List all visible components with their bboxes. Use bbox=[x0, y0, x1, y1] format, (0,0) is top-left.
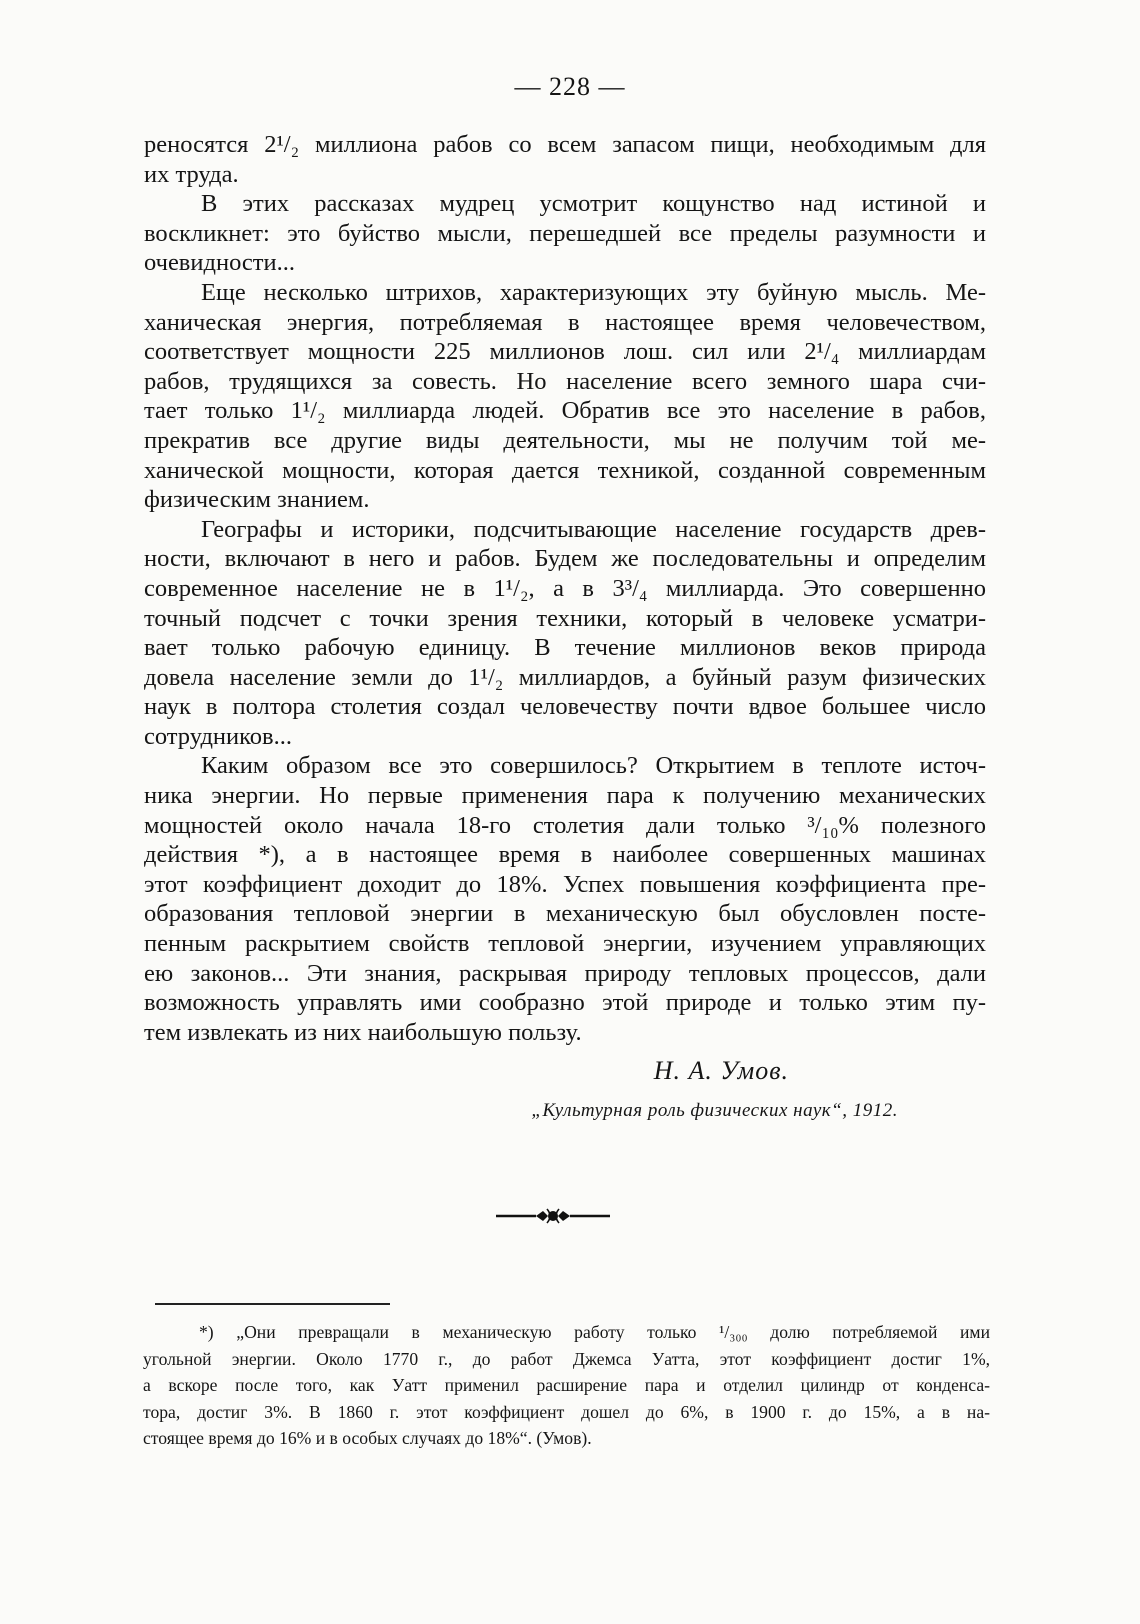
text-line: рабов, трудящихся за совесть. Но население всего земного шара счи- bbox=[144, 367, 986, 395]
text-line: воскликнет: это буйство мысли, перешедшей все пределы разумности и bbox=[144, 219, 986, 247]
text-line: реносятся 2¹/₂ миллиона рабов со всем запасом пищи, необходимым для bbox=[144, 131, 986, 158]
text-line: наук в полтора столетия создал человечеству почти вдвое большее число bbox=[144, 693, 986, 721]
text-line: тает только 1¹/₂ миллиарда людей. Обратив все это население в рабов, bbox=[144, 397, 986, 425]
text-line: тем извлекать из них наибольшую пользу. bbox=[144, 1018, 582, 1046]
text-line: действия *), а в настоящее время в наиболее совершенных машинах bbox=[144, 841, 986, 869]
text-line: пенным раскрытием свойств тепловой энергии, изучением управляющих bbox=[144, 930, 986, 958]
text-line: очевидности... bbox=[144, 249, 295, 277]
footnote-line: а вскоре после того, как Уатт применил расширение пара и отделил цилиндр от конденса- bbox=[143, 1375, 990, 1395]
text-line: современное население не в 1¹/₂, а в 3³/₄ миллиарда. Это совершенно bbox=[144, 574, 986, 602]
paragraph-3 bbox=[144, 278, 986, 515]
paragraph-4 bbox=[144, 515, 986, 752]
text-line: мощностей около начала 18-го столетия дали только ³/₁₀% полезного bbox=[144, 811, 986, 839]
paragraph-2 bbox=[144, 189, 986, 278]
text-line: Каким образом все это совершилось? Открытием в теплоте источ- bbox=[201, 752, 986, 780]
footnote-line: тора, достиг 3%. В 1860 г. этот коэффициент дошел до 6%, в 1900 г. до 15%, а в на- bbox=[143, 1401, 990, 1422]
text-line: довела население земли до 1¹/₂ миллиардов, а буйный разум физических bbox=[144, 663, 986, 691]
text-line: физическим знанием. bbox=[144, 486, 370, 514]
page-number: — 228 — bbox=[514, 72, 626, 101]
section-ornament-icon bbox=[496, 1204, 610, 1228]
text-line: ею законов... Эти знания, раскрывая природу тепловых процессов, дали bbox=[144, 959, 986, 987]
text-line: Еще несколько штрихов, характеризующих эту буйную мысль. Ме- bbox=[201, 278, 986, 306]
text-line: соответствует мощности 225 миллионов лош. сил или 2¹/₄ миллиардам bbox=[144, 338, 986, 366]
text-line: точный подсчет с точки зрения техники, который в человеке усматри- bbox=[144, 604, 986, 632]
footnote-line: угольной энергии. Около 1770 г., до работ Джемса Уатта, этот коэффициент достиг 1%, bbox=[143, 1348, 990, 1369]
footnote bbox=[143, 1319, 990, 1452]
source-citation: „Культурная роль физических наук“, 1912. bbox=[531, 1100, 898, 1121]
text-line: возможность управлять ими сообразно этой природе и только этим пу- bbox=[144, 989, 986, 1017]
text-line: их труда. bbox=[144, 160, 239, 188]
text-line: ханической мощности, которая дается техникой, созданной современным bbox=[144, 456, 986, 484]
footnote-line: стоящее время до 16% и в особых случаях до 18%“. (Умов). bbox=[143, 1428, 592, 1448]
text-line: вает только рабочую единицу. В течение миллионов веков природа bbox=[144, 634, 986, 662]
text-line: этот коэффициент доходит до 18%. Успех повышения коэффициента пре- bbox=[144, 870, 986, 898]
footnote-divider bbox=[155, 1303, 390, 1305]
paragraph-5 bbox=[144, 751, 986, 1047]
text-line: образования тепловой энергии в механическую был обусловлен посте- bbox=[144, 900, 986, 928]
author-name: Н. А. Умов. bbox=[653, 1056, 789, 1085]
text-line: В этих рассказах мудрец усмотрит кощунство над истиной и bbox=[201, 190, 986, 218]
body-text bbox=[144, 130, 986, 1047]
text-line: Географы и историки, подсчитывающие население государств древ- bbox=[201, 515, 986, 543]
text-line: ника энергии. Но первые применения пара к получению механических bbox=[144, 782, 986, 810]
text-line: ханическая энергия, потребляемая в настоящее время человечеством, bbox=[144, 308, 986, 336]
paragraph-1 bbox=[144, 130, 986, 189]
text-line: сотрудников... bbox=[144, 722, 292, 750]
text-line: прекратив все другие виды деятельности, мы не получим той ме- bbox=[144, 426, 986, 454]
footnote-line: *) „Они превращали в механическую работу только ¹/₃₀₀ долю потребляемой ими bbox=[199, 1322, 990, 1342]
text-line: ности, включают в него и рабов. Будем же последовательны и определим bbox=[144, 545, 986, 573]
